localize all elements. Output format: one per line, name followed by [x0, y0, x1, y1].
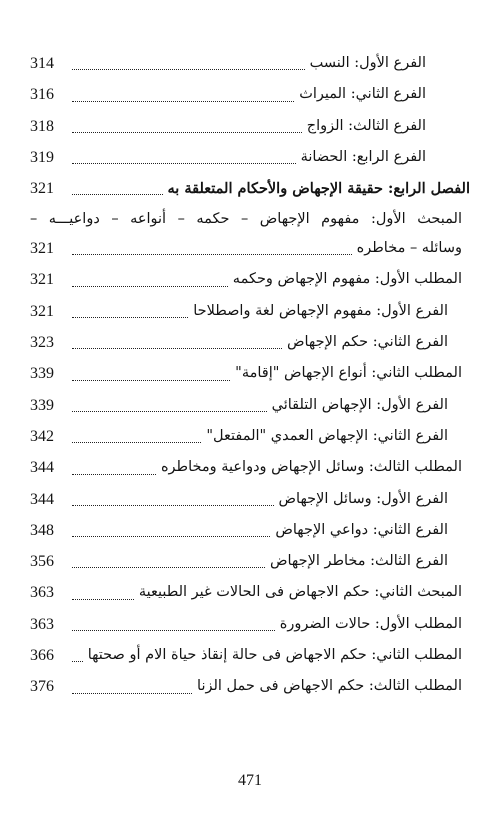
dot-leader [72, 194, 163, 195]
toc-page-number: 316 [30, 86, 54, 104]
toc-title: المطلب الأول: مفهوم الإجهاض وحكمه [230, 264, 462, 295]
toc-title: الفرع الرابع: الحضانة [298, 142, 426, 173]
toc-title: المطلب الثالث: حكم الاجهاض فى حمل الزنا [194, 671, 462, 702]
toc-entry [30, 421, 470, 452]
toc-chapter-title: الفصل الرابع: حقيقة الإجهاض والأحكام المتعلقة به [165, 173, 470, 204]
dot-leader [72, 286, 228, 287]
toc-title-line1: المبحث الأول: مفهوم الإجهاض – حكمه – أنواعه – دواعيـــه – [30, 211, 462, 228]
toc-entry [30, 577, 470, 608]
dot-leader [72, 69, 305, 70]
toc-title: المطلب الثالث: وسائل الإجهاض ودواعية ومخاطره [158, 452, 462, 483]
toc-title: الفرع الأول: وسائل الإجهاض [276, 484, 448, 515]
toc-page-number: 321 [30, 180, 54, 198]
toc-page-number: 348 [30, 521, 54, 539]
dot-leader [72, 380, 230, 381]
toc-title: الفرع الأول: مفهوم الإجهاض لغة واصطلاحا [190, 296, 448, 327]
dot-leader [72, 536, 270, 537]
dot-leader [72, 442, 201, 443]
toc-entry [30, 515, 470, 546]
dot-leader [72, 599, 134, 600]
toc-entry [30, 609, 470, 640]
toc-page-number: 339 [30, 396, 54, 414]
toc-title: المطلب الأول: حالات الضرورة [277, 609, 462, 640]
toc-entry [30, 264, 470, 295]
toc-entry [30, 671, 470, 702]
toc-entry [30, 484, 470, 515]
toc-title: المطلب الثاني: حكم الاجهاض فى حالة إنقاذ حياة الام أو صحتها [85, 640, 462, 671]
toc-entry [30, 358, 470, 389]
toc-page-number: 344 [30, 490, 54, 508]
toc-entry [30, 546, 470, 577]
dot-leader [72, 693, 192, 694]
dot-leader [72, 411, 267, 412]
toc-title: الفرع الأول: الإجهاض التلقائي [269, 390, 448, 421]
toc-page-number: 363 [30, 615, 54, 633]
toc-page-number: 344 [30, 459, 54, 477]
dot-leader [72, 317, 188, 318]
dot-leader [72, 474, 156, 475]
table-of-contents [30, 48, 470, 703]
toc-page-number: 363 [30, 584, 54, 602]
toc-entry-chapter [30, 173, 470, 204]
toc-page-number: 342 [30, 427, 54, 445]
toc-entry [30, 48, 448, 79]
dot-leader [72, 661, 83, 662]
toc-title: المطلب الثاني: أنواع الإجهاض "إقامة" [232, 358, 462, 389]
toc-title: المبحث الثاني: حكم الاجهاض فى الحالات غير الطبيعية [136, 577, 462, 608]
toc-page-number: 321 [30, 240, 54, 258]
toc-page-number: 366 [30, 647, 54, 665]
dot-leader [72, 348, 282, 349]
toc-page-number: 339 [30, 365, 54, 383]
toc-page-number: 319 [30, 148, 54, 166]
dot-leader [72, 254, 352, 255]
toc-title: الفرع الثاني: الإجهاض العمدي "المفتعل" [203, 421, 448, 452]
toc-page-number: 323 [30, 334, 54, 352]
toc-page-number: 318 [30, 117, 54, 135]
toc-title: الفرع الأول: النسب [307, 48, 426, 79]
dot-leader [72, 567, 265, 568]
toc-page-number: 376 [30, 678, 54, 696]
page-number-footer: 471 [238, 772, 262, 789]
dot-leader [72, 505, 274, 506]
dot-leader [72, 132, 302, 133]
dot-leader [72, 101, 294, 102]
dot-leader [72, 163, 296, 164]
toc-title: الفرع الثاني: حكم الإجهاض [284, 327, 448, 358]
toc-title: الفرع الثالث: مخاطر الإجهاض [267, 546, 448, 577]
toc-entry [30, 640, 470, 671]
toc-page-number: 321 [30, 302, 54, 320]
toc-title: الفرع الثالث: الزواج [304, 111, 426, 142]
toc-entry [30, 390, 470, 421]
dot-leader [72, 630, 275, 631]
toc-entry [30, 204, 470, 264]
toc-entry [30, 79, 448, 110]
toc-title: الفرع الثاني: دواعي الإجهاض [272, 515, 448, 546]
toc-title: وسائله – مخاطره [354, 233, 462, 264]
toc-title: الفرع الثاني: الميراث [296, 79, 426, 110]
toc-entry [30, 296, 470, 327]
toc-page-number: 356 [30, 553, 54, 571]
toc-entry [30, 327, 470, 358]
toc-entry [30, 111, 448, 142]
toc-page-number: 321 [30, 271, 54, 289]
toc-entry [30, 452, 470, 483]
toc-entry [30, 142, 448, 173]
toc-page-number: 314 [30, 55, 54, 72]
